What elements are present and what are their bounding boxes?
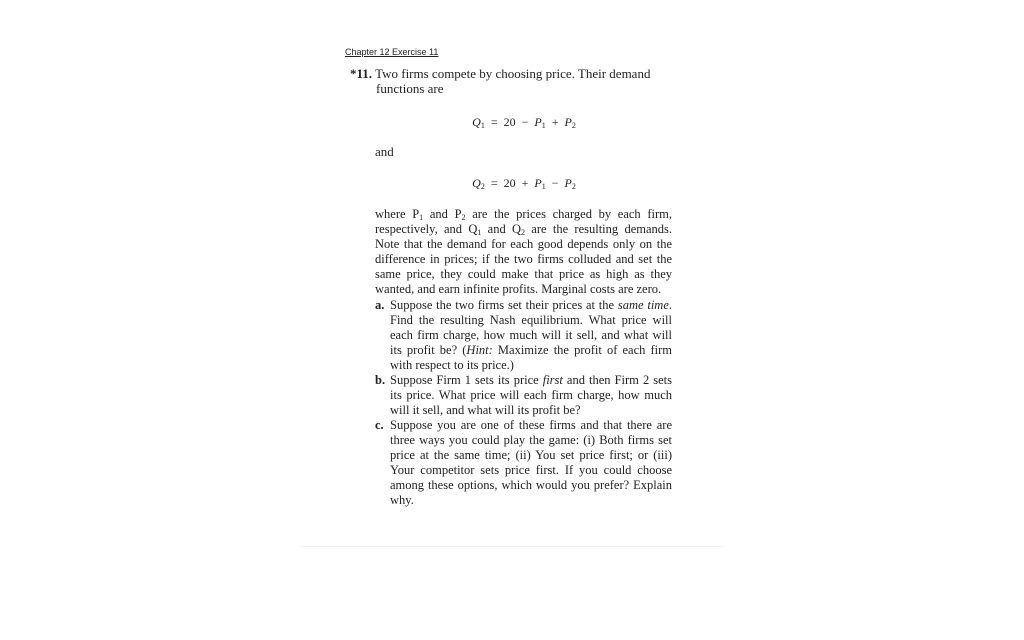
- question-item-c: [375, 418, 672, 508]
- question-list: [375, 298, 672, 508]
- para-text-2: and P: [423, 207, 462, 221]
- eq1-var2-sub: 2: [571, 121, 576, 130]
- para-sub-3: 1: [477, 228, 482, 237]
- question-item-a: [375, 298, 672, 373]
- eq1-lhs: Q: [472, 115, 481, 129]
- para-text-1: where P: [375, 207, 420, 221]
- problem-block: [350, 66, 672, 508]
- item-a-text-1: Suppose the two firms set their prices at the: [390, 298, 618, 312]
- eq2-op2: −: [551, 176, 559, 190]
- item-a-text-3: Maximize the profit of each firm with respect to its price.): [390, 343, 672, 372]
- eq1-var1: P: [534, 115, 542, 129]
- item-label: a.: [375, 298, 385, 312]
- item-a-text-2: . Find the resulting Nash equilibrium. What price will each firm charge, how much will it sell, and what will its profit be? (: [390, 298, 672, 357]
- item-b-emphasis-1: first: [542, 373, 563, 387]
- eq2-lhs: Q: [472, 176, 481, 190]
- para-sub-2: 2: [461, 213, 466, 222]
- eq1-lhs-sub: 1: [480, 121, 485, 130]
- eq1-op1: −: [521, 115, 529, 129]
- item-c-text-1: Suppose you are one of these firms and that there are three ways you could play the game: (i) Both firms set price at the same time; (ii) You set price first; or (iii) Your competitor sets price first. If you could choose among these options, which would you prefer? Explain why.: [390, 418, 672, 507]
- item-b-text-2: and then Firm 2 sets its price. What price will each firm charge, how much will it sell, and what will its profit be?: [390, 373, 672, 417]
- intro-text: Two firms compete by choosing price. Their demand functions are: [375, 66, 651, 96]
- eq2-var2-sub: 2: [571, 182, 576, 191]
- equation-2: $Q_2 = 20 + P_1 - P_2$: [472, 176, 576, 191]
- item-a-emphasis-1: same time: [617, 298, 669, 312]
- eq2-var2: P: [564, 176, 572, 190]
- item-a-emphasis-2: Hint:: [466, 343, 493, 357]
- eq2-var1-sub: 1: [541, 182, 546, 191]
- para-sub-4: 2: [521, 228, 526, 237]
- equation-1: $Q_1 = 20 - P_1 + P_2$: [472, 115, 576, 130]
- para-sub-1: 1: [419, 213, 424, 222]
- para-text-3: are the prices charged by each firm, respectively, and Q: [375, 207, 673, 236]
- item-label: b.: [375, 373, 386, 387]
- eq1-constant: 20: [503, 115, 516, 129]
- para-text-4: and Q: [481, 222, 522, 236]
- eq2-op1: +: [521, 176, 529, 190]
- connector-and: and: [375, 144, 394, 159]
- eq1-var2: P: [564, 115, 572, 129]
- description-paragraph: [375, 207, 672, 297]
- chapter-title: Chapter 12 Exercise 11: [345, 47, 439, 57]
- eq1-op2: +: [551, 115, 559, 129]
- eq2-var1: P: [534, 176, 542, 190]
- page-divider: [300, 546, 724, 547]
- problem-intro: [350, 66, 672, 96]
- item-label: c.: [375, 418, 384, 432]
- eq2-constant: 20: [503, 176, 516, 190]
- problem-number: *11.: [350, 66, 373, 81]
- para-text-5: are the resulting demands. Note that the demand for each good depends only on the difference in prices; if the two firms colluded and set the same price, they could make that price as high as they wanted, and earn infinite profits. Marginal costs are zero.: [375, 222, 672, 296]
- eq2-lhs-sub: 2: [480, 182, 485, 191]
- question-item-b: [375, 373, 672, 418]
- item-b-text-1: Suppose Firm 1 sets its price: [390, 373, 543, 387]
- eq1-var1-sub: 1: [541, 121, 546, 130]
